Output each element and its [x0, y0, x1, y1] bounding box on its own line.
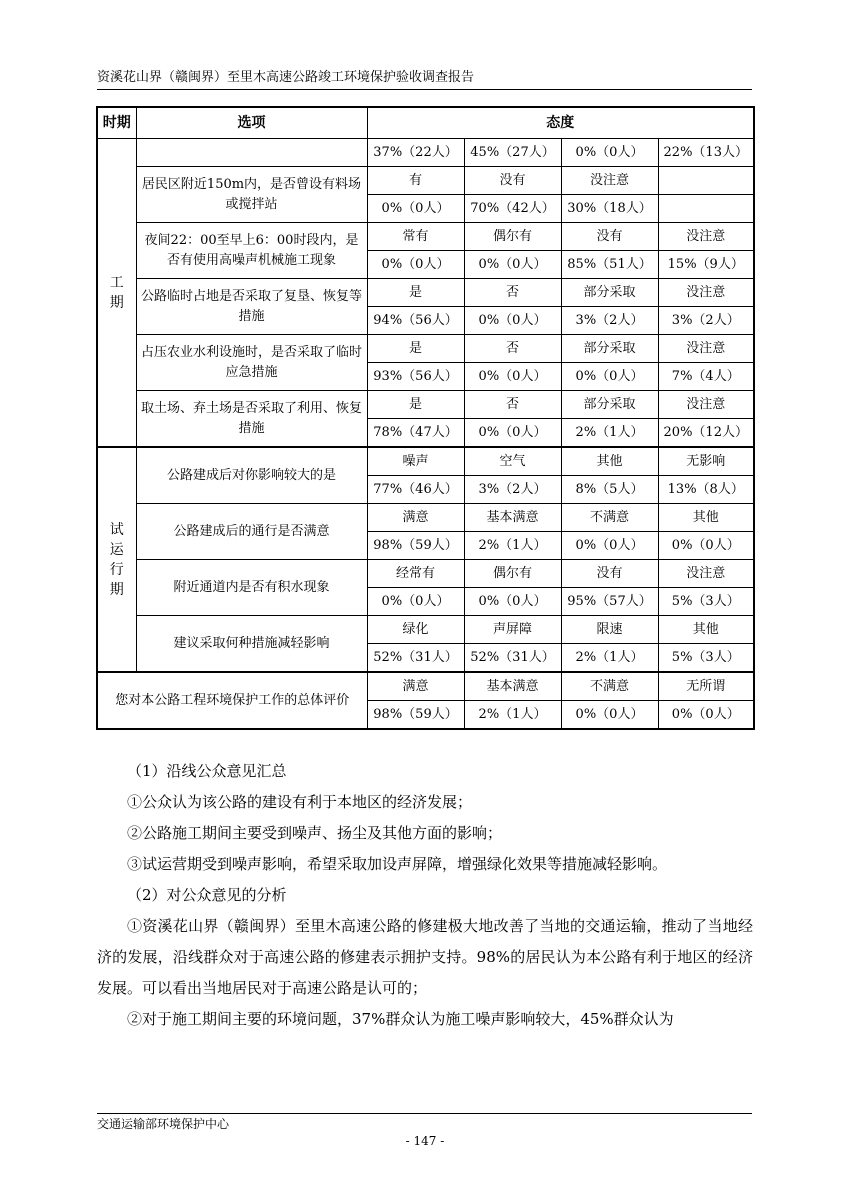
question-cell: 附近通道内是否有积水现象 [136, 560, 367, 616]
table-row [97, 560, 754, 588]
table-row [97, 504, 754, 532]
option-label-cell: 不满意 [561, 504, 658, 532]
construction-period-cell [97, 139, 136, 448]
question-cell: 取土场、弃土场是否采取了利用、恢复措施 [136, 391, 367, 448]
trial-period-char: 试 [109, 521, 124, 538]
option-value-cell: 8%（5人） [561, 476, 658, 504]
option-label-cell: 噪声 [367, 447, 464, 476]
question-cell [136, 139, 367, 167]
option-label-cell: 空气 [464, 447, 561, 476]
option-value-cell: 0%（0人） [464, 363, 561, 391]
option-value-cell: 2%（1人） [561, 419, 658, 448]
option-label-cell: 满意 [367, 504, 464, 532]
option-label-cell: 否 [464, 279, 561, 307]
page-number: - 147 - [405, 1134, 445, 1148]
option-label-cell: 限速 [561, 616, 658, 644]
option-label-cell: 基本满意 [464, 672, 561, 701]
option-value-cell: 0%（0人） [658, 532, 754, 560]
option-value-cell: 5%（3人） [658, 644, 754, 673]
construction-period-char: 工 [109, 274, 124, 291]
option-value-cell: 0%（0人） [561, 139, 658, 167]
option-value-cell: 70%（42人） [464, 195, 561, 223]
option-value-cell: 7%（4人） [658, 363, 754, 391]
trial-period-char: 运 [109, 541, 124, 558]
option-value-cell: 13%（8人） [658, 476, 754, 504]
option-value-cell: 94%（56人） [367, 307, 464, 335]
question-cell: 占压农业水利设施时，是否采取了临时应急措施 [136, 335, 367, 391]
option-value-cell: 2%（1人） [561, 644, 658, 673]
option-value-cell: 5%（3人） [658, 588, 754, 616]
option-value-cell: 37%（22人） [367, 139, 464, 167]
option-label-cell: 没注意 [658, 560, 754, 588]
option-label-cell: 部分采取 [561, 335, 658, 363]
option-value-cell: 20%（12人） [658, 419, 754, 448]
summary-item-3: ③试运营期受到噪声影响，希望采取加设声屏障，增强绿化效果等措施减轻影响。 [127, 855, 668, 873]
option-value-cell: 3%（2人） [464, 476, 561, 504]
option-label-cell [658, 167, 754, 195]
footer-rule [97, 1113, 752, 1114]
option-label-cell: 偶尔有 [464, 560, 561, 588]
option-label-cell: 没注意 [658, 223, 754, 251]
table-row [97, 335, 754, 363]
section-heading-1: （1）沿线公众意见汇总 [127, 762, 287, 780]
option-value-cell: 0%（0人） [561, 532, 658, 560]
option-label-cell: 无影响 [658, 447, 754, 476]
option-value-cell: 2%（1人） [464, 701, 561, 730]
option-value-cell: 0%（0人） [464, 307, 561, 335]
option-value-cell: 98%（59人） [367, 532, 464, 560]
question-cell: 公路建成后的通行是否满意 [136, 504, 367, 560]
option-value-cell: 3%（2人） [658, 307, 754, 335]
option-value-cell: 93%（56人） [367, 363, 464, 391]
table-row [97, 279, 754, 307]
table-row [97, 672, 754, 701]
option-label-cell: 没注意 [658, 391, 754, 419]
question-cell: 公路临时占地是否采取了复垦、恢复等措施 [136, 279, 367, 335]
option-label-cell: 其他 [561, 447, 658, 476]
option-label-cell: 基本满意 [464, 504, 561, 532]
body-text [97, 756, 753, 1035]
header-period: 时期 [97, 107, 136, 139]
option-value-cell: 78%（47人） [367, 419, 464, 448]
option-value-cell: 30%（18人） [561, 195, 658, 223]
option-label-cell: 没注意 [658, 279, 754, 307]
table-row [97, 447, 754, 476]
option-value-cell: 22%（13人） [658, 139, 754, 167]
option-value-cell: 0%（0人） [561, 363, 658, 391]
question-cell: 公路建成后对你影响较大的是 [136, 447, 367, 504]
option-label-cell: 是 [367, 279, 464, 307]
option-value-cell: 45%（27人） [464, 139, 561, 167]
survey-table [96, 106, 755, 730]
option-label-cell: 满意 [367, 672, 464, 701]
option-value-cell [658, 195, 754, 223]
table-row [97, 167, 754, 195]
option-label-cell: 是 [367, 391, 464, 419]
analysis-paragraph-1: ①资溪花山界（赣闽界）至里木高速公路的修建极大地改善了当地的交通运输，推动了当地经济的发展，沿线群众对于高速公路的修建表示拥护支持。98%的居民认为本公路有利于地区的经济发展。可以看出当地居民对于高速公路是认可的； [97, 917, 753, 997]
option-label-cell: 部分采取 [561, 391, 658, 419]
option-value-cell: 85%（51人） [561, 251, 658, 279]
table-header-row [97, 107, 754, 139]
option-label-cell: 没有 [561, 223, 658, 251]
table-row [97, 223, 754, 251]
overall-question-cell: 您对本公路工程环境保护工作的总体评价 [97, 672, 367, 729]
table-row [97, 391, 754, 419]
option-label-cell: 其他 [658, 504, 754, 532]
option-value-cell: 0%（0人） [367, 251, 464, 279]
header-attitude: 态度 [367, 107, 754, 139]
trial-period-char: 期 [109, 581, 124, 598]
option-label-cell: 常有 [367, 223, 464, 251]
option-value-cell: 0%（0人） [561, 701, 658, 730]
option-value-cell: 0%（0人） [464, 419, 561, 448]
table-row [97, 139, 754, 167]
option-label-cell: 经常有 [367, 560, 464, 588]
option-value-cell: 52%（31人） [464, 644, 561, 673]
option-label-cell: 没有 [561, 560, 658, 588]
option-label-cell: 声屏障 [464, 616, 561, 644]
option-value-cell: 2%（1人） [464, 532, 561, 560]
option-label-cell: 其他 [658, 616, 754, 644]
analysis-paragraph-2: ②对于施工期间主要的环境问题，37%群众认为施工噪声影响较大，45%群众认为 [127, 1010, 674, 1028]
option-label-cell: 绿化 [367, 616, 464, 644]
option-value-cell: 0%（0人） [658, 701, 754, 730]
option-label-cell: 没有 [464, 167, 561, 195]
option-label-cell: 否 [464, 391, 561, 419]
header-rule [97, 89, 752, 90]
question-cell: 夜间22：00至早上6：00时段内，是否有使用高噪声机械施工现象 [136, 223, 367, 279]
option-label-cell: 无所谓 [658, 672, 754, 701]
option-label-cell: 部分采取 [561, 279, 658, 307]
option-value-cell: 0%（0人） [464, 251, 561, 279]
option-label-cell: 不满意 [561, 672, 658, 701]
option-value-cell: 3%（2人） [561, 307, 658, 335]
question-cell: 建议采取何种措施减轻影响 [136, 616, 367, 673]
option-label-cell: 有 [367, 167, 464, 195]
option-label-cell: 是 [367, 335, 464, 363]
option-value-cell: 98%（59人） [367, 701, 464, 730]
option-label-cell: 否 [464, 335, 561, 363]
construction-period-char: 期 [109, 294, 124, 311]
table-row [97, 616, 754, 644]
header-option: 选项 [136, 107, 367, 139]
summary-item-1: ①公众认为该公路的建设有利于本地区的经济发展； [127, 793, 473, 811]
footer-org: 交通运输部环境保护中心 [97, 1117, 230, 1131]
option-label-cell: 没注意 [561, 167, 658, 195]
option-value-cell: 0%（0人） [464, 588, 561, 616]
option-value-cell: 0%（0人） [367, 588, 464, 616]
option-label-cell: 偶尔有 [464, 223, 561, 251]
trial-period-char: 行 [109, 561, 124, 578]
report-header-title: 资溪花山界（赣闽界）至里木高速公路竣工环境保护验收调查报告 [97, 70, 475, 85]
option-label-cell: 没注意 [658, 335, 754, 363]
option-value-cell: 52%（31人） [367, 644, 464, 673]
option-value-cell: 77%（46人） [367, 476, 464, 504]
option-value-cell: 0%（0人） [367, 195, 464, 223]
trial-period-cell [97, 447, 136, 672]
section-heading-2: （2）对公众意见的分析 [127, 886, 287, 904]
question-cell: 居民区附近150m内，是否曾设有料场或搅拌站 [136, 167, 367, 223]
option-value-cell: 95%（57人） [561, 588, 658, 616]
summary-item-2: ②公路施工期间主要受到噪声、扬尘及其他方面的影响； [127, 824, 503, 842]
option-value-cell: 15%（9人） [658, 251, 754, 279]
